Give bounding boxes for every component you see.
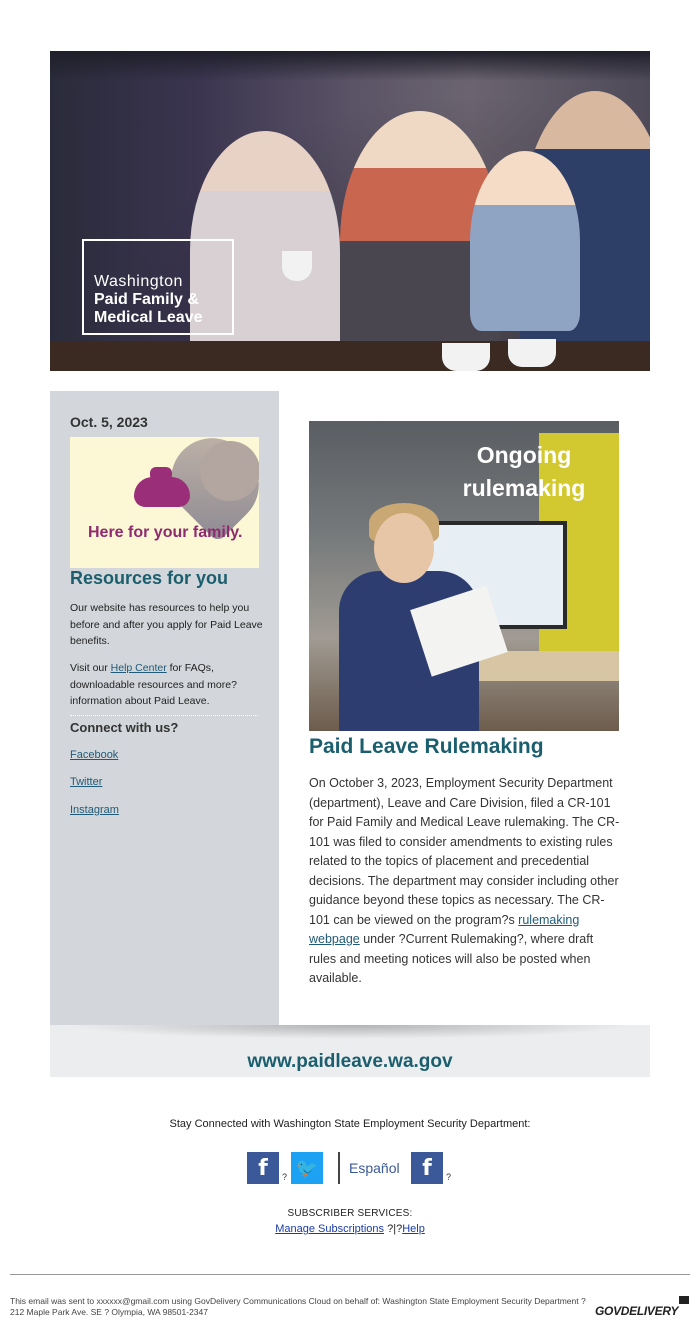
espanol-label[interactable]: Español <box>349 1160 400 1176</box>
twitter-link[interactable]: Twitter <box>70 776 103 788</box>
divider <box>10 1274 690 1275</box>
facebook-espanol-icon[interactable]: f <box>411 1152 443 1184</box>
govdelivery-logo[interactable] <box>595 1296 689 1322</box>
help-center-link[interactable]: Help Center <box>110 662 167 674</box>
legal-text: This email was sent to xxxxxx@gmail.com using GovDelivery Communications Cloud on behalf of: Washington State Employment Security Department ? 212 Maple Park Ave. SE ? Olympia, WA 98501-2347 <box>10 1296 586 1317</box>
missing-char: ? <box>446 1172 452 1182</box>
subscriber-heading: SUBSCRIBER SERVICES: <box>287 1208 413 1219</box>
family-card-image <box>70 437 259 568</box>
logo-line: Washington <box>94 273 183 290</box>
rulemaking-photo <box>309 421 619 731</box>
hero-child <box>470 151 580 331</box>
photo-person <box>374 513 434 583</box>
text: On October 3, 2023, Employment Security Department (department), Leave and Care Division, filed a CR-101 for Paid Family and Medical Leave rulemaking. The CR-101 was filed to consider amendments to existing rules related to the topics of placement and precedential decisions. The department may consider including other guidance beyond these topics as necessary. The CR-101 can be viewed on the program?s <box>309 776 620 927</box>
text: under ?Current Rulemaking?, where draft rules and meeting notices will also be posted when available. <box>309 932 594 985</box>
facebook-icon[interactable]: f <box>247 1152 279 1184</box>
hero-cup <box>442 343 490 371</box>
logo-line: Medical Leave <box>94 309 203 326</box>
envelope-icon <box>679 1296 689 1304</box>
rulemaking-webpage-link[interactable]: rulemaking webpage <box>309 912 580 946</box>
connect-title: Connect with us? <box>70 720 179 735</box>
article-title: Paid Leave Rulemaking <box>309 735 544 758</box>
resources-paragraph <box>70 660 265 710</box>
text: for FAQs, downloadable resources and more? information about Paid Leave. <box>70 662 237 707</box>
stay-connected-text: Stay Connected with Washington State Employment Security Department: <box>169 1118 531 1130</box>
photo-overlay-text <box>439 439 609 505</box>
separator: ?|? <box>384 1223 403 1235</box>
separator-bar <box>338 1152 340 1184</box>
facebook-link[interactable]: Facebook <box>70 749 119 761</box>
missing-char: ? <box>282 1172 288 1182</box>
resources-title: Resources for you <box>70 568 229 588</box>
family-card-tagline: Here for your family. <box>88 524 243 541</box>
resources-paragraph: Our website has resources to help you before and after you apply for Paid Leave benefits. <box>70 602 263 647</box>
photo-desk <box>479 651 619 681</box>
sidebar <box>50 391 279 1025</box>
overlay-line: Ongoing <box>476 442 572 468</box>
hero-cup <box>508 339 556 367</box>
issue-date: Oct. 5, 2023 <box>70 414 148 430</box>
cushion-icon <box>134 477 190 507</box>
main-article <box>279 391 650 1025</box>
instagram-link[interactable]: Instagram <box>70 804 119 816</box>
help-link[interactable]: Help <box>402 1223 425 1235</box>
article-body <box>309 774 621 989</box>
hero-ceiling <box>50 51 650 81</box>
hero-table <box>50 341 650 371</box>
band-shadow <box>64 1025 636 1039</box>
divider <box>70 715 258 716</box>
text: Visit our <box>70 662 111 674</box>
manage-subscriptions-link[interactable]: Manage Subscriptions <box>275 1223 385 1235</box>
overlay-line: rulemaking <box>462 475 586 501</box>
paid-leave-logo <box>82 239 234 335</box>
govdelivery-wordmark: GOVDELIVERY <box>595 1304 679 1318</box>
website-url: www.paidleave.wa.gov <box>247 1051 453 1072</box>
twitter-icon[interactable]: 🐦 <box>291 1152 323 1184</box>
hero-banner <box>50 51 650 371</box>
subscriber-links <box>0 1223 700 1235</box>
footer-band <box>50 1025 650 1077</box>
hero-mug <box>282 251 312 281</box>
logo-line: Paid Family & <box>94 291 199 308</box>
heart-photo <box>200 441 259 501</box>
